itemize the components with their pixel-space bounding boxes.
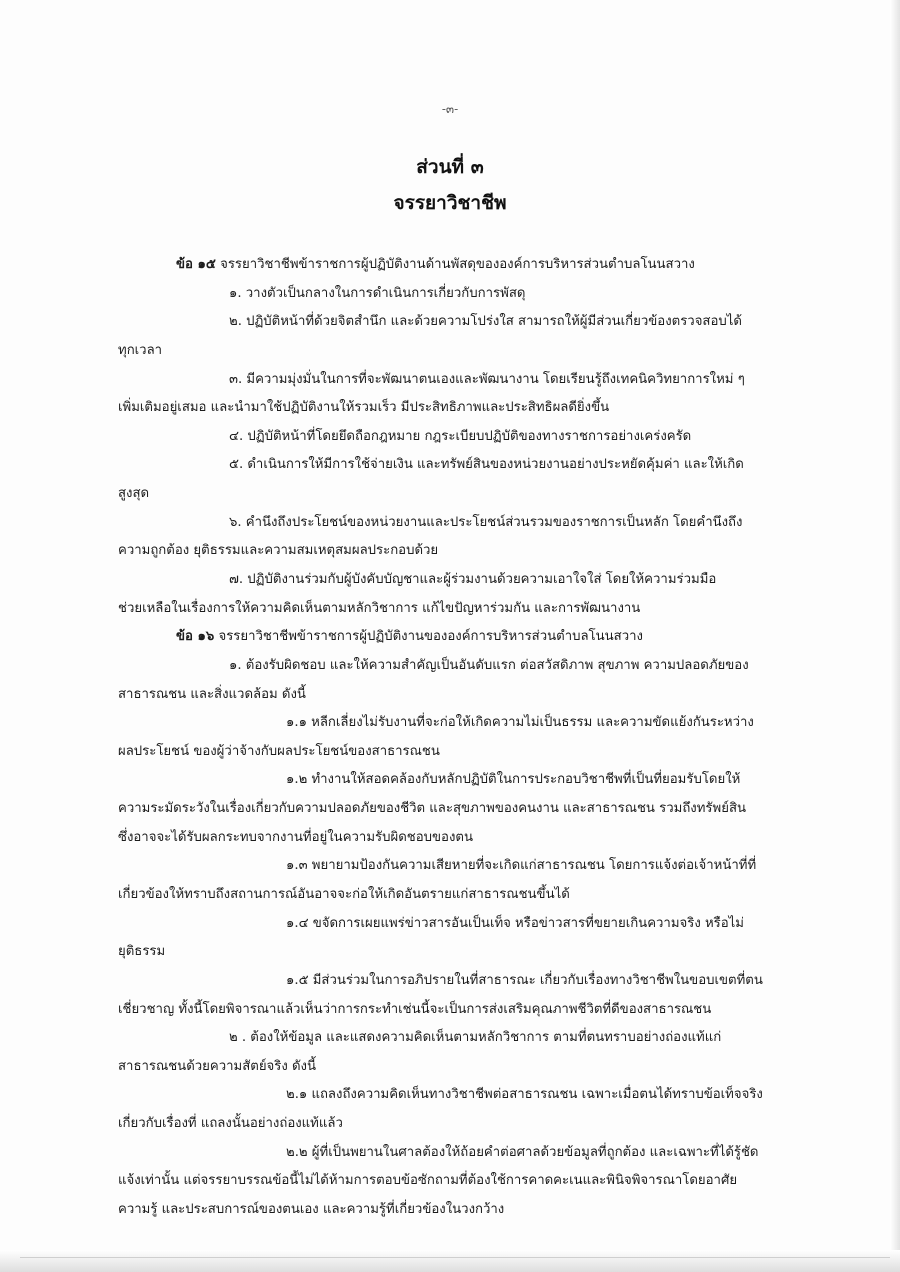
body-line (176, 627, 643, 647)
body-line (118, 685, 306, 705)
line-text: ความระมัดระวังในเรื่องเกี่ยวกับความปลอดภัยของชีวิต และสุขภาพของคนงาน และสาธารณชน รวมถึงทรัพย์สิน (118, 801, 747, 816)
page-edge-shadow (890, 0, 900, 1272)
line-text: สาธารณชนด้วยความสัตย์จริง ดังนี้ (118, 1059, 317, 1074)
line-text: ความรู้ และประสบการณ์ของตนเอง และความรู้ที่เกี่ยวข้องในวงกว้าง (118, 1202, 505, 1217)
section-subtitle: จรรยาวิชาชีพ (393, 192, 507, 214)
body-line (118, 398, 609, 418)
line-text: ซึ่งอาจจะได้รับผลกระทบจากงานที่อยู่ในความรับผิดชอบของตน (118, 830, 473, 845)
line-text: ๑.๒ ทำงานให้สอดคล้องกับหลักปฏิบัติในการประกอบวิชาชีพที่เป็นที่ยอมรับโดยให้ (286, 772, 741, 787)
line-text: ทุกเวลา (118, 343, 163, 358)
body-line (286, 1143, 759, 1163)
body-line (118, 541, 438, 561)
body-line (118, 599, 640, 619)
body-line (118, 799, 746, 819)
body-line (286, 856, 756, 876)
body-line (286, 971, 763, 991)
body-line (118, 1057, 316, 1077)
line-text: ๒ . ต้องให้ข้อมูล และแสดงความคิดเห็นตามหลักวิชาการ ตามที่ตนทราบอย่างถ่องแท้แก่ (229, 1030, 722, 1045)
body-line (229, 284, 525, 304)
line-text: ความถูกต้อง ยุติธรรมและความสมเหตุสมผลประกอบด้วย (118, 543, 439, 558)
clause-label: ข้อ ๑๖ (176, 629, 215, 644)
page-bottom-line (20, 1257, 890, 1258)
body-line (229, 513, 742, 533)
line-text: ๑.๑ หลีกเลี่ยงไม่รับงานที่จะก่อให้เกิดความไม่เป็นธรรม และความขัดแย้งกันระหว่าง (286, 715, 754, 730)
line-text: สูงสุด (118, 486, 150, 501)
body-line (118, 1114, 343, 1134)
body-line (229, 1028, 721, 1048)
line-text: ๑.๔ ขจัดการเผยแพร่ข่าวสารอันเป็นเท็จ หรือข่าวสารที่ขยายเกินความจริง หรือไม่ (286, 916, 744, 931)
body-line (118, 1200, 504, 1220)
line-text: ๕. ดำเนินการให้มีการใช้จ่ายเงิน และทรัพย์สินของหน่วยงานอย่างประหยัดคุ้มค่า และให้เกิด (229, 457, 744, 472)
line-text: ๑.๓ พยายามป้องกันความเสียหายที่จะเกิดแก่สาธารณชน โดยการแจ้งต่อเจ้าหน้าที่ที่ (286, 858, 757, 873)
line-text: เกี่ยวข้องให้ทราบถึงสถานการณ์อันอาจจะก่อให้เกิดอันตรายแก่สาธารณชนขึ้นได้ (118, 887, 570, 902)
section-title: ส่วนที่ ๓ (416, 156, 484, 178)
line-text: ๓. มีความมุ่งมั่นในการที่จะพัฒนาตนเองและพัฒนางาน โดยเรียนรู้ถึงเทคนิควิทยาการใหม่ ๆ (229, 372, 745, 387)
line-text: ๖. คำนึงถึงประโยชน์ของหน่วยงานและประโยชน์ส่วนรวมของราชการเป็นหลัก โดยคำนึงถึง (229, 515, 743, 530)
line-text: ช่วยเหลือในเรื่องการให้ความคิดเห็นตามหลักวิชาการ แก้ไขปัญหาร่วมกัน และการพัฒนางาน (118, 601, 641, 616)
body-line (118, 484, 149, 504)
page-number: -๓- (441, 102, 459, 116)
body-line (286, 914, 744, 934)
line-text: ผลประโยชน์ ของผู้ว่าจ้างกับผลประโยชน์ของสาธารณชน (118, 744, 440, 759)
line-text: ๒.๒ ผู้ที่เป็นพยานในศาลต้องให้ถ้อยคำต่อศาลด้วยข้อมูลที่ถูกต้อง และเฉพาะที่ได้รู้ชัด (286, 1145, 759, 1160)
body-line (286, 713, 754, 733)
line-text: ๑. วางตัวเป็นกลางในการดำเนินการเกี่ยวกับการพัสดุ (229, 286, 526, 301)
page-bottom-edge (0, 1250, 900, 1272)
body-line (118, 828, 473, 848)
line-text: เพิ่มเติมอยู่เสมอ และนำมาใช้ปฏิบัติงานให้รวมเร็ว มีประสิทธิภาพและประสิทธิผลดียิ่งขึ้น (118, 400, 610, 415)
body-line (118, 341, 162, 361)
line-text: ๑. ต้องรับผิดชอบ และให้ความสำคัญเป็นอันดับแรก ต่อสวัสดิภาพ สุขภาพ ความปลอดภัยของ (229, 658, 749, 673)
line-text: ๒.๑ แถลงถึงความคิดเห็นทางวิชาชีพต่อสาธารณชน เฉพาะเมื่อตนได้ทราบข้อเท็จจริง (286, 1087, 763, 1102)
body-line (229, 656, 749, 676)
clause-label: ข้อ ๑๕ (176, 257, 216, 272)
line-text: แจ้งเท่านั้น แต่จรรยาบรรณข้อนี้ไม่ได้ห้ามการตอบข้อซักถามที่ต้องใช้การคาดคะเนและพินิจพิจารณาโดยอาศัย (118, 1173, 738, 1188)
line-text: เชี่ยวชาญ ทั้งนี้โดยพิจารณาแล้วเห็นว่าการกระทำเช่นนี้จะเป็นการส่งเสริมคุณภาพชีวิตที่ดีของสาธารณชน (118, 1002, 712, 1017)
body-line (286, 1085, 763, 1105)
body-line (286, 770, 740, 790)
body-line (229, 370, 745, 390)
body-line (229, 570, 716, 590)
body-line (229, 455, 744, 475)
body-line (118, 885, 570, 905)
line-text: ๔. ปฏิบัติหน้าที่โดยยึดถือกฎหมาย กฎระเบียบปฏิบัติของทางราชการอย่างเคร่งครัด (229, 429, 692, 444)
line-text: สาธารณชน และสิ่งแวดล้อม ดังนี้ (118, 687, 306, 702)
body-line (118, 1000, 711, 1020)
line-text: จรรยาวิชาชีพข้าราชการผู้ปฏิบัติงานขององค์การบริหารส่วนตำบลโนนสวาง (218, 629, 643, 644)
line-text: เกี่ยวกับเรื่องที่ แถลงนั้นอย่างถ่องแท้แล้ว (118, 1116, 343, 1131)
line-text: จรรยาวิชาชีพข้าราชการผู้ปฏิบัติงานด้านพัสดุขององค์การบริหารส่วนตำบลโนนสวาง (220, 257, 695, 272)
line-text: ๗. ปฏิบัติงานร่วมกับผู้บังคับบัญชาและผู้ร่วมงานด้วยความเอาใจใส่ โดยให้ความร่วมมือ (229, 572, 717, 587)
body-line (229, 312, 742, 332)
body-line (118, 1171, 737, 1191)
body-line (176, 255, 695, 275)
body-line (118, 942, 165, 962)
body-line (229, 427, 691, 447)
line-text: ยุติธรรม (118, 944, 166, 959)
line-text: ๒. ปฏิบัติหน้าที่ด้วยจิตสำนึก และด้วยความโปร่งใส สามารถให้ผู้มีส่วนเกี่ยวข้องตรวจสอบได้ (229, 314, 742, 329)
line-text: ๑.๕ มีส่วนร่วมในการอภิปรายในที่สาธารณะ เกี่ยวกับเรื่องทางวิชาชีพในขอบเขตที่ตน (286, 973, 763, 988)
body-line (118, 742, 440, 762)
